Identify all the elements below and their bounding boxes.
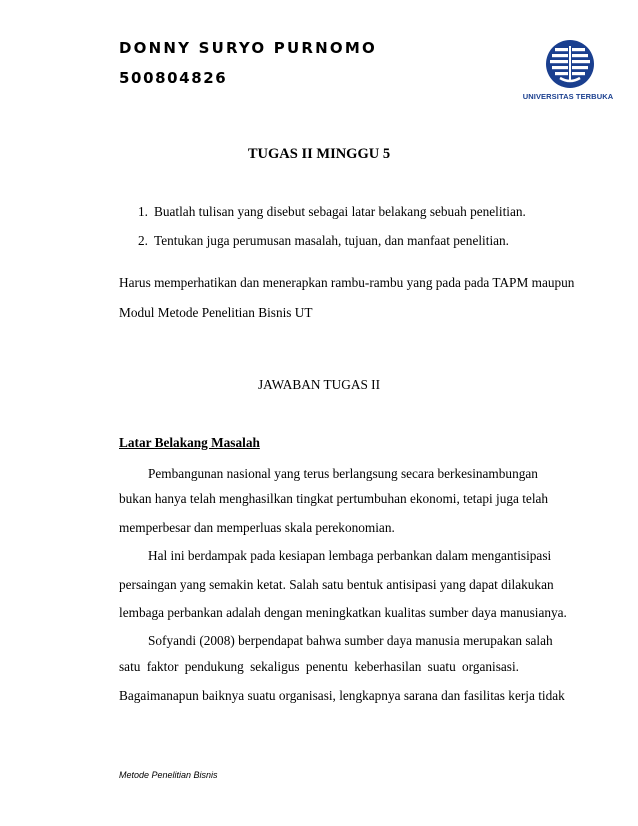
list-text: Tentukan juga perumusan masalah, tujuan, dan manfaat penelitian.: [154, 233, 510, 248]
section-heading: Latar Belakang Masalah: [119, 435, 260, 450]
logo-caption: UNIVERSITAS TERBUKA: [522, 92, 614, 101]
list-text: Buatlah tulisan yang disebut sebagai latar belakang sebuah penelitian.: [154, 204, 526, 219]
instruction-line: Modul Metode Penelitian Bisnis UT: [119, 305, 313, 320]
paragraph-line: satu faktor pendukung sekaligus penentu keberhasilan suatu organisasi.: [119, 659, 519, 674]
answer-heading: JAWABAN TUGAS II: [257, 377, 381, 392]
document-title: TUGAS II MINGGU 5: [247, 146, 391, 162]
author-name: DONNY SURYO PURNOMO: [119, 39, 377, 57]
paragraph-line: lembaga perbankan adalah dengan meningkatkan kualitas sumber daya manusianya.: [119, 605, 567, 620]
page-footer: Metode Penelitian Bisnis: [119, 770, 218, 780]
paragraph-line: Bagaimanapun baiknya suatu organisasi, lengkapnya sarana dan fasilitas kerja tidak: [119, 688, 565, 703]
student-id: 500804826: [119, 69, 228, 87]
paragraph-line: Hal ini berdampak pada kesiapan lembaga perbankan dalam mengantisipasi: [148, 548, 552, 563]
paragraph-line: Pembangunan nasional yang terus berlangsung secara berkesinambungan: [148, 466, 538, 481]
paragraph-line: persaingan yang semakin ketat. Salah satu bentuk antisipasi yang dapat dilakukan: [119, 577, 554, 592]
paragraph-line: Sofyandi (2008) berpendapat bahwa sumber daya manusia merupakan salah: [148, 633, 553, 648]
paragraph-line: memperbesar dan memperluas skala perekonomian.: [119, 520, 395, 535]
instruction-line: Harus memperhatikan dan menerapkan rambu-rambu yang pada pada TAPM maupun: [119, 275, 575, 290]
list-number: 2.: [138, 233, 148, 248]
list-number: 1.: [138, 204, 148, 219]
paragraph-line: bukan hanya telah menghasilkan tingkat pertumbuhan ekonomi, tetapi juga telah: [119, 491, 549, 506]
